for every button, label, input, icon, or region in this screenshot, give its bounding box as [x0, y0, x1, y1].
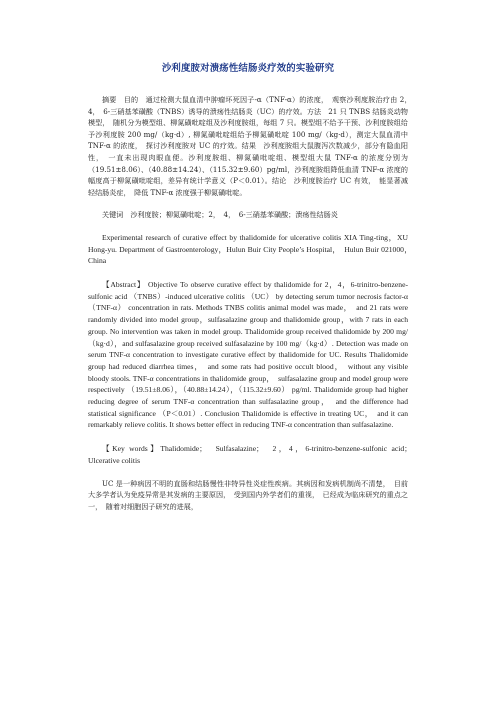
- keywords-cn: 关键词 沙利度胺；柳氮磺吡啶；2， 4， 6-三硝基苯磺酸；溃疡性结肠炎: [102, 210, 338, 220]
- keywords-en-text: Thalidomide； Sulfasalazine； 2，4，6-trinitro-benzene-sulfonic acid； Ulcerative colitis: [88, 444, 416, 465]
- abstract-en-label: 【Abstract】: [102, 280, 146, 290]
- intro-paragraph: UC 是一种病因不明的直肠和结肠慢性非特异性炎症性疾病。其病因和发病机制尚不清楚， 目前大多学者认为免疫异常是其发病的主要原因， 受到国内外学者们的重视， 已经成为临床研究的重点之一， 随着对细胞因子研究的进展，: [88, 478, 408, 511]
- abstract-en-text: Objective To observe curative effect by thalidomide for 2，4，6-trinitro-benzene-sulfonic acid （TNBS）-induced ulcerative colitis （UC） by detecting serum tumor necrosis factor-α （TNF-α） concentration in rats. Methods TNBS colitis animal model was made， and 21 rats were randomly divided into model group，sulfasalazine group and thalidomide group，with 7 rats in each group. No intervention was taken in model group. Thalidomide group received thalidomide by 200 mg/（kg·d），and sulfasalazine group received sulfasalazine by 100 mg/（kg·d）. Detection was made on serum TNF-α concentration to investigate curative effect by thalidomide for UC. Results Thalidomide group had reduced diarrhea times， and some rats had positive occult blood， without any visible bloody stools. TNF-α concentrations in thalidomide group， sulfasalazine group and model group were respectively （19.51±8.06），（40.88±14.24），（115.32±9.60） pg/ml. Thalidomide group had higher reducing degree of serum TNF-α concentration than sulfasalazine group， and the difference had statistical significance （P＜0.01）. Conclusion Thalidomide is effective in treating UC， and it can remarkably relieve colitis. It shows better effect in reducing TNF-α concentration than sulfasalazine.: [88, 280, 408, 430]
- abstract-cn: 摘要 目的 通过检测大鼠血清中肿瘤坏死因子-α（TNF-α）的浓度， 观察沙利度胺治疗由 2， 4， 6-三硝基苯磺酸（TNBS）诱导的溃疡性结肠炎（UC）的疗效。方法 21 只 TNBS 结肠炎动物模型， 随机分为模型组、柳氮磺吡啶组及沙利度胺组，每组 7 只。模型组不给予干预、沙利度胺组给予沙利度胺 200 mg/（kg·d）, 柳氮磺吡啶组给予柳氮磺吡啶 100 mg/（kg·d），测定大鼠血清中 TNF-α 的浓度， 探讨沙利度胺对 UC 的疗效。结果 沙利度胺组大鼠腹泻次数减少，部分有隐血阳性， 一直未出现肉眼血便。沙利度胺组、柳氮磺吡啶组、模型组大鼠 TNF-α 的浓度分别为（19.51±8.06）、（40.88±14.24）、（115.32±9.60）pg/ml，沙利度胺组降低血清 TNF-α 浓度的幅度高于柳氮磺吡啶组，差异有统计学意义（P＜0.01）。结论 沙利度胺治疗 UC 有效， 能显著减轻结肠炎症， 降低 TNF-α 浓度强于柳氮磺吡啶。: [88, 95, 416, 197]
- abstract-en: [88, 279, 408, 431]
- keywords-en-label: 【Key words】: [102, 444, 161, 454]
- paper-page: [88, 62, 416, 512]
- keywords-en: [88, 443, 416, 466]
- english-title-affiliation: Experimental research of curative effect by thalidomide for ulcerative colitis XIA Ting-ting，XU Hong-yu. Department of Gastroenterology，Hulun Buir City People’s Hospital， Hulun Buir 021000， China: [88, 232, 416, 266]
- paper-title: 沙利度胺对溃疡性结肠炎疗效的实验研究: [161, 63, 335, 74]
